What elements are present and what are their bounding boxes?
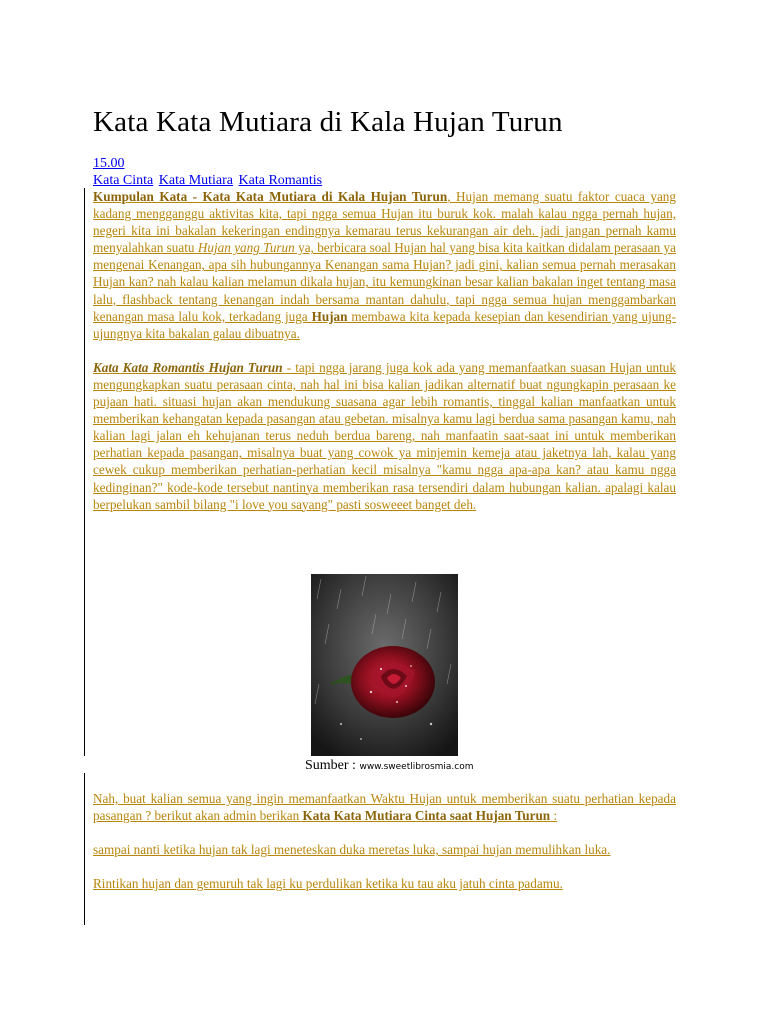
paragraph-intro xyxy=(93,188,676,342)
intro-text-2: ya, berbicara soal Hujan hal yang bisa kita kaitkan didalam perasaan ya mengenai Kenangan, apa sih hubungannya Kenangan sama Hujan? jadi gini, kalian semua pernah merasakan Hujan kan? nah kalau kalian melamun dikala hujan, itu kemungkinan besar kalian bakalan inget tentang masa lalu, flashback tentang kenangan indah bersama mantan dahulu, tapi ngga semua hujan menggambarkan kenangan masa lalu kok, terkadang juga xyxy=(93,240,676,324)
intro-text-1: , Hujan memang suatu faktor cuaca yang kadang mengganggu aktivitas kita, tapi ngga semua Hujan itu buruk kok. malah kalau ngga pernah hujan, negeri kita ini bakalan kekeringan endingnya kemarau terus kekurangan air deh. jadi jangan pernah kamu menyalahkan suatu xyxy=(93,189,676,256)
quotes-intro-bold: Kata Kata Mutiara Cinta saat Hujan Turun xyxy=(302,808,551,824)
left-border-line-lower xyxy=(84,773,85,925)
post-body-upper xyxy=(93,188,676,513)
left-border-line xyxy=(84,188,85,756)
romantis-lead: Kata Kata Romantis Hujan Turun xyxy=(93,359,283,375)
label-link-kata-romantis[interactable]: Kata Romantis xyxy=(238,173,323,188)
image-caption xyxy=(305,757,474,776)
post-title: Kata Kata Mutiara di Kala Hujan Turun xyxy=(93,106,563,138)
caption-source: www.sweetlibrosmia.com xyxy=(359,762,474,772)
paragraph-romantis xyxy=(93,359,676,513)
rose-rain-image xyxy=(311,574,458,756)
post-meta xyxy=(93,155,683,189)
quotes-intro-text: Nah, buat kalian semua yang ingin memanfaatkan Waktu Hujan untuk memberikan suatu perhatian kepada pasangan ? berikut akan admin berikan xyxy=(93,791,676,824)
post-labels xyxy=(93,172,683,189)
post-time-link[interactable]: 15.00 xyxy=(93,156,125,171)
quotes-intro-tail: : xyxy=(550,808,558,824)
intro-italic: Hujan yang Turun xyxy=(197,240,295,256)
paragraph-intro-quotes xyxy=(93,790,676,824)
label-link-kata-cinta[interactable]: Kata Cinta xyxy=(93,173,154,188)
romantis-text: - tapi ngga jarang juga kok ada yang memanfaatkan suasan Hujan untuk mengungkapkan suatu perasaan cinta, nah hal ini bisa kalian jadikan alternatif buat ngungkapin perasaan ke pujaan hati. situasi hujan akan mendukung suasana agar lebih romantis, tinggal kalian manfaatkan untuk memberikan kehangatan kepada pasangan atau gebetan. misalnya kamu lagi berdua sama pasangan kamu, nah kalian lagi jalan eh kehujanan terus neduh berdua bareng, nah manfaatin saat-saat ini untuk memberikan perhatian kepada pasangan, misalnya buat yang cowok ya minjemin kemeja atau jaketnya lah, kalau yang cewek cukup memberikan perhatian-perhatian kecil misalnya "kamu ngga apa-apa kan? atau kamu ngga kedinginan?" kode-kode tersebut nantinya memberikan rasa tersendiri dalam hubungan kalian. apalagi kalau berpelukan sambil bilang "i love you sayang" pasti sosweeet banget deh. xyxy=(93,359,676,512)
caption-label: Sumber : xyxy=(305,758,360,773)
rose-illustration xyxy=(311,574,458,756)
intro-text-3: membawa kita kepada kesepian dan kesendirian yang ujung-ujungnya kita bakalan galau dibuatnya. xyxy=(93,308,676,341)
quote-item: Rintikan hujan dan gemuruh tak lagi ku perdulikan ketika ku tau aku jatuh cinta padamu. xyxy=(93,876,563,892)
quote-item: sampai nanti ketika hujan tak lagi meneteskan duka meretas luka, sampai hujan memulihkan luka. xyxy=(93,842,611,858)
intro-bold-hujan: Hujan xyxy=(311,308,348,324)
label-link-kata-mutiara[interactable]: Kata Mutiara xyxy=(158,173,234,188)
intro-lead-bold: Kumpulan Kata - Kata Kata Mutiara di Kala Hujan Turun xyxy=(93,189,448,204)
post-body-lower xyxy=(93,790,676,892)
